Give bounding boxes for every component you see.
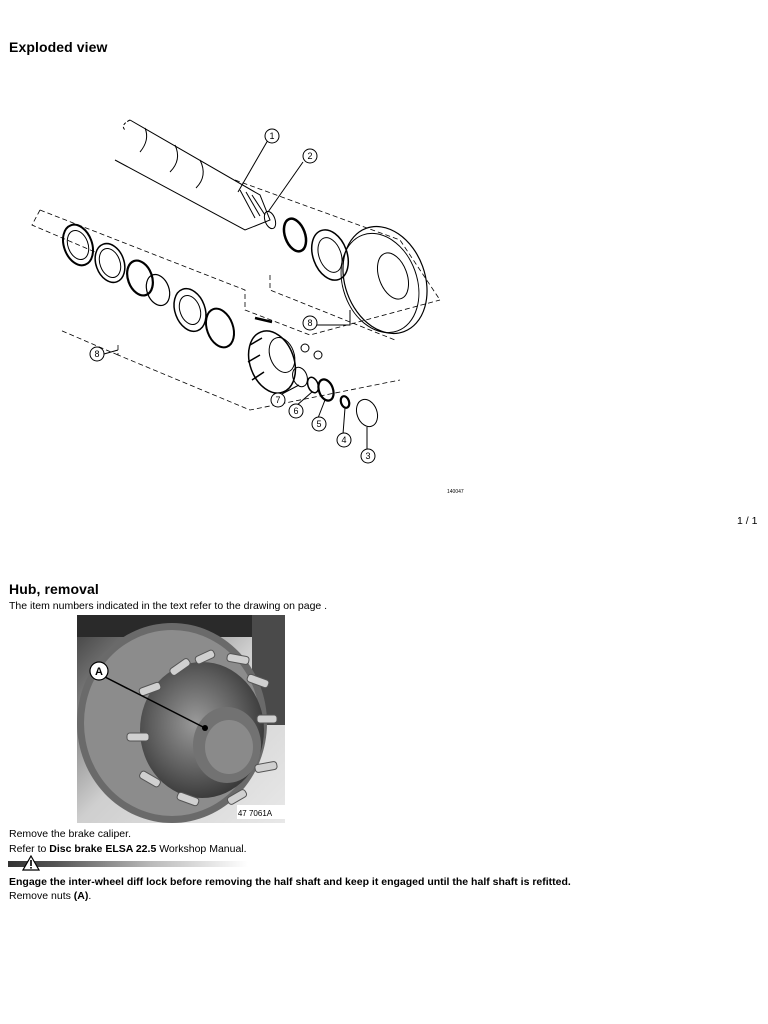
callout-5: 5 (316, 419, 322, 429)
warning-triangle-icon (22, 855, 40, 871)
step-refer-manual (9, 842, 247, 856)
callout-1: 1 (269, 131, 275, 141)
nuts-reference: (A) (73, 890, 89, 902)
step-remove-nuts (9, 889, 91, 903)
step-nuts-prefix: Remove nuts (9, 890, 74, 902)
callout-2: 2 (307, 151, 313, 161)
intro-text: The item numbers indicated in the text refer to the drawing on page . (9, 600, 328, 612)
callout-4: 4 (341, 435, 347, 445)
hub-photo (77, 615, 285, 823)
warning-bar (8, 861, 248, 867)
section-title-exploded-view: Exploded view (9, 39, 108, 55)
step-nuts-suffix: . (88, 890, 92, 902)
step-refer-prefix: Refer to (9, 843, 50, 855)
callout-3: 3 (365, 451, 371, 461)
callout-8-bearings: 8 (94, 349, 100, 359)
photo-code: 47 7061A (237, 809, 273, 818)
callout-6: 6 (293, 406, 299, 416)
exploded-view-drawing (0, 100, 480, 500)
page-indicator: 1 / 1 (737, 515, 758, 527)
manual-reference: Disc brake ELSA 22.5 (49, 843, 157, 855)
figure-code: 140047 (447, 489, 464, 495)
warning-text: Engage the inter-wheel diff lock before removing the half shaft and keep it engaged until the half shaft is refitted. (9, 876, 571, 888)
callout-7: 7 (275, 395, 281, 405)
section-title-hub-removal: Hub, removal (9, 581, 99, 597)
photo-label-a: A (95, 666, 103, 678)
callout-8-hub: 8 (307, 318, 313, 328)
step-refer-suffix: Workshop Manual. (156, 843, 247, 855)
step-remove-caliper: Remove the brake caliper. (9, 828, 131, 840)
